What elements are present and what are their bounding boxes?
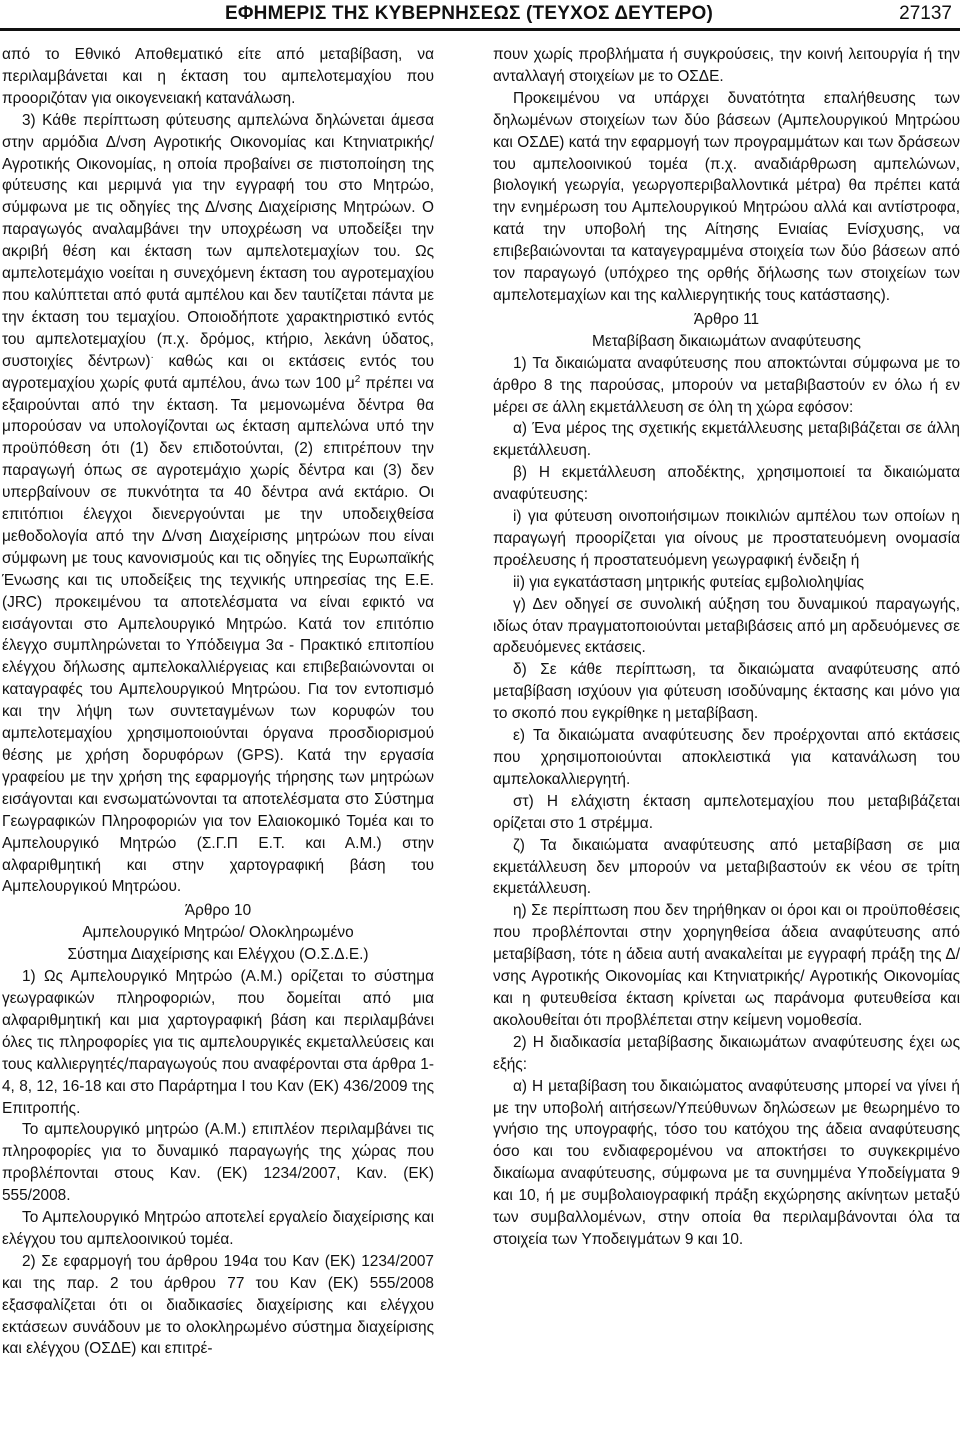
paragraph: ζ) Τα δικαιώματα αναφύτευσης από μεταβίβαση σε μια εκμετάλλευση δεν μπορούν να μεταβιβαστούν εκ νέου σε τρίτη εκμετάλλευση. <box>493 836 960 898</box>
page-header <box>0 0 960 30</box>
page-number: 27137 <box>899 3 952 24</box>
header-rule <box>0 28 960 31</box>
paragraph: γ) Δεν οδηγεί σε συνολική αύξηση του δυναμικού παραγωγής, ιδίως όταν πραγματοποιούνται μεταβιβάσεις από μη αρδευόμενες σε αρδευόμενες εκτάσεις. <box>493 595 960 657</box>
paragraph: πουν χωρίς προβλήματα ή συγκρούσεις, την κοινή λειτουργία ή την ανταλλαγή στοιχείων με το ΟΣΔΕ. <box>493 46 960 85</box>
paragraph: από το Εθνικό Αποθεματικό είτε από μεταβίβαση, να περιλαμβάνεται και η έκταση του αμπελοτεμαχίου που προοριζόταν για οικογενειακή κατανάλωση. <box>2 46 434 107</box>
article-11-title: Άρθρο 11 <box>693 310 760 328</box>
paragraph: ii) για εγκατάσταση μητρικής φυτείας εμβολιοληψίας <box>513 573 865 591</box>
paragraph: 2) Η διαδικασία μεταβίβασης δικαιωμάτων αναφύτευσης έχει ως εξής: <box>493 1033 960 1073</box>
paragraph: στ) Η ελάχιστη έκταση αμπελοτεμαχίου που μεταβιβάζεται ορίζεται στο 1 στρέμμα. <box>493 792 960 832</box>
paragraph: δ) Σε κάθε περίπτωση, τα δικαιώματα αναφύτευσης από μεταβίβαση ισχύουν για φύτευση ισοδύναμης έκτασης και μόνο για το σκοπό που εγκρίθηκε η μεταβίβαση. <box>493 661 960 723</box>
superscript-2: 2 <box>354 373 361 385</box>
article-10-subtitle-2: Σύστημα Διαχείρισης και Ελέγχου (Ο.Σ.Δ.Ε.) <box>67 946 369 964</box>
paragraph: 2) Σε εφαρμογή του άρθρου 194α του Καν (ΕΚ) 1234/2007 και της παρ. 2 του άρθρου 77 του Καν (ΕΚ) 555/2008 εξασφαλίζεται ότι οι διαδικασίες διαχείρισης και ελέγχου εκτάσεων συνάδουν με το ολοκληρωμένο σύστημα διαχείρισης και ελέγχου (ΟΣΔΕ) και επιτρέ- <box>2 1252 434 1358</box>
paragraph: 1) Ως Αμπελουργικό Μητρώο (Α.Μ.) ορίζεται το σύστημα γεωγραφικών πληροφοριών, που δομείται από μια αλφαριθμητική και μια χαρτογραφική βάση και περιλαμβάνει όλες τις πληροφορίες για τις αμπελουργικές εκμεταλλεύσεις και τους καλλιεργητές/παραγωγούς που αναφέρονται στα άρθρα 1-4, 8, 12, 16-18 και στο Παράρτημα Ι του Καν (ΕΚ) 436/2009 της Επιτροπής. <box>2 968 434 1117</box>
paragraph: α) Ένα μέρος της σχετικής εκμετάλλευσης μεταβιβάζεται σε άλλη εκμετάλλευση. <box>493 420 960 460</box>
article-10-title: Άρθρο 10 <box>184 902 252 920</box>
paragraph: 3) Κάθε περίπτωση φύτευσης αμπελώνα δηλώνεται άμεσα στην αρμόδια Δ/νση Αγροτικής Οικονομίας και Κτηνιατρικής/ Αγροτικής Οικονομίας, η οποία προβαίνει σε πιστοποίηση της φύτευσης και μεριμνά για την εγγραφή του στο Μητρώο, σύμφωνα με τις οδηγίες της Δ/νσης Διαχείρισης Μητρώων. Ο παραγωγός αναλαμβάνει την υποχρέωση να υποδείξει την ακριβή θέση και έκταση των αμπελοτεμαχίων του. Ως αμπελοτεμάχιο νοείται η συνεχόμενη έκταση του αγροτεμαχίου που καλύπτεται από φυτά αμπέλου και δεν ταυτίζεται πάντα με την έκταση του τεμαχίου. Οποιοδήποτε χαρακτηριστικό εντός του αμπελοτεμαχίου (π.χ. δρόμος, κτήριο, λεκάνη ύδατος, συστοιχίες δέντρων)· καθώς και οι εκτάσεις εντός του αγροτεμαχίου χωρίς φυτά αμπέλου, άνω των 100 $\mu^2$ πρέπει να εξαιρούνται από την έκταση. Τα μεμονωμένα δέντρα θα μπορούσαν να υπολογίζονται ως έκταση αμπελώνα υπό την προϋπόθεση ότι (1) δεν επιδοτούνται, (2) επιτρέπουν την παραγωγή όπως σε αγροτεμάχιο χωρίς δέντρα και (3) δεν υπερβαίνουν σε πυκνότητα τα 40 δέντρα ανά εκτάριο. Οι επιτόπιοι έλεγχοι διενεργούνται με την υποδειχθείσα μεθοδολογία από την Δ/νση Διαχείρισης μητρώων που είναι σύμφωνη με τους κανονισμούς και τις οδηγίες της Ευρωπαϊκής Ένωσης και τις υποδείξεις της τεχνικής υπηρεσίας της Ε.Ε. (JRC) προκειμένου τα αποτελέσματα να είναι εφικτό να εισάγονται στο Αμπελουργικό Μητρώο. Κατά τον επιτόπιο έλεγχο συμπληρώνεται το Υπόδειγμα 3α - Πρακτικό επιτοπίου ελέγχου δήλωσης αμπελοκαλλιέργειας και επιβεβαιώνονται οι καταγραφές του Αμπελουργικού Μητρώου. Για τον εντοπισμό και την λήψη των συντεταγμένων των κορυφών του αμπελοτεμαχίου χρησιμοποιούνται όργανα προσδιορισμού θέσης με χρήση δορυφόρων (GPS). Κατά την εργασία γραφείου με την χρήση της εφαρμογής τήρησης των μητρώων εισάγονται και ενσωματώνονται τα αποτελέσματα στο Σύστημα Γεωγραφικών Πληροφοριών για τον Ελαιοκομικό Τομέα και το Αμπελουργικό Μητρώο (Σ.Γ.Π Ε.Τ. και Α.Μ.) στην αλφαριθμητική και στην χαρτογραφική βάση του Αμπελουργικού Μητρώου. <box>2 111 435 896</box>
paragraph: 1) Τα δικαιώματα αναφύτευσης που αποκτώνται σύμφωνα με το άρθρο 8 της παρούσας, μπορούν να μεταβιβαστούν εν όλω ή εν μέρει σε άλλη εκμετάλλευση σε όλη τη χώρα εφόσον: <box>493 354 960 416</box>
paragraph: Προκειμένου να υπάρχει δυνατότητα επαλήθευσης των δηλωμένων στοιχείων των δύο βάσεων (Αμπελουργικού Μητρώου και ΟΣΔΕ) κατά την εφαρμογή των προγραμμάτων και των δράσεων του αμπελοοινικού τομέα (π.χ. αναδιάρθρωση αμπελώνων, βιολογική γεωργία, γεωργοπεριβαλλοντικά μέτρα) θα πρέπει κατά την ενημέρωση του Αμπελουργικού Μητρώου αλλά και αντίστροφα, κατά την υποβολή της Αίτησης Ενιαίας Ενίσχυσης, να επιβεβαιώνονται τα καταγεγραμμένα στοιχεία των δύο βάσεων από τον παραγωγό (υπόχρεο της ορθής δήλωσης των στοιχείων των αμπελοτεμαχίων και της καλλιεργητικής τους κατάστασης). <box>493 89 960 304</box>
paragraph: i) για φύτευση οινοποιήσιμων ποικιλιών αμπέλου των οποίων η παραγωγή προορίζεται για οίνους με προστατευόμενη ονομασία προέλευσης ή προστατευόμενη γεωγραφική ένδειξη ή <box>493 508 960 569</box>
paragraph: β) Η εκμετάλλευση αποδέκτης, χρησιμοποιεί τα δικαιώματα αναφύτευσης: <box>493 464 960 504</box>
superscript-dot: · <box>150 351 154 363</box>
article-11-subtitle: Μεταβίβαση δικαιωμάτων αναφύτευσης <box>592 332 861 350</box>
paragraph: Το αμπελουργικό μητρώο (Α.Μ.) επιπλέον περιλαμβάνει τις πληροφορίες για το δυναμικό παραγωγής της χώρας που προβλέπονται στους Καν. (ΕΚ) 1234/2007, Καν. (ΕΚ) 555/2008. <box>2 1121 434 1205</box>
paragraph: ε) Τα δικαιώματα αναφύτευσης δεν προέρχονται από εκτάσεις που χρησιμοποιούνται αποκλειστικά για κατανάλωση του αμπελοκαλλιεργητή. <box>493 727 960 788</box>
paragraph: η) Σε περίπτωση που δεν τηρήθηκαν οι όροι και οι προϋποθέσεις που προβλέπονται στην χορηγηθείσα άδεια αναφύτευσης από μεταβίβαση, τότε η άδεια αυτή ανακαλείται με εγγραφή πράξη της Δ/νσης Αγροτικής Οικονομίας και Κτηνιατρικής/ Αγροτικής Οικονομίας και η φυτευθείσα έκταση κρίνεται ως παράνομα φυτευθείσα και ακολουθείται ότι προβλέπεται στην κείμενη νομοθεσία. <box>493 902 960 1029</box>
article-10-subtitle-1: Αμπελουργικό Μητρώο/ Ολοκληρωμένο <box>82 924 354 942</box>
gazette-title: ΕΦΗΜΕΡΙΣ ΤΗΣ ΚΥΒΕΡΝΗΣΕΩΣ (ΤΕΥΧΟΣ ΔΕΥΤΕΡΟ) <box>225 3 713 24</box>
left-column <box>2 44 434 1360</box>
right-column <box>493 44 960 1251</box>
paragraph: α) Η μεταβίβαση του δικαιώματος αναφύτευσης μπορεί να γίνει ή με την υποβολή αιτήσεων/Υπεύθυνων δηλώσεων με θεωρημένο το γνήσιο της υπογραφής, τόσο του κατόχου της άδεια αναφύτευσης όσο και του ενδιαφερομένου να αποκτήσει το συγκεκριμένο δικαίωμα αναφύτευσης, σύμφωνα με τα συνημμένα Υποδείγματα 9 και 10, ή με συμβολαιογραφική πράξη εκχώρησης ακίνητων μεταξύ των συμβαλλομένων, στην οποία θα περιλαμβάνονται όλα τα στοιχεία των Υποδειγμάτων 9 και 10. <box>493 1077 960 1248</box>
paragraph: Το Αμπελουργικό Μητρώο αποτελεί εργαλείο διαχείρισης και ελέγχου του αμπελοοινικού τομέα. <box>2 1209 434 1248</box>
